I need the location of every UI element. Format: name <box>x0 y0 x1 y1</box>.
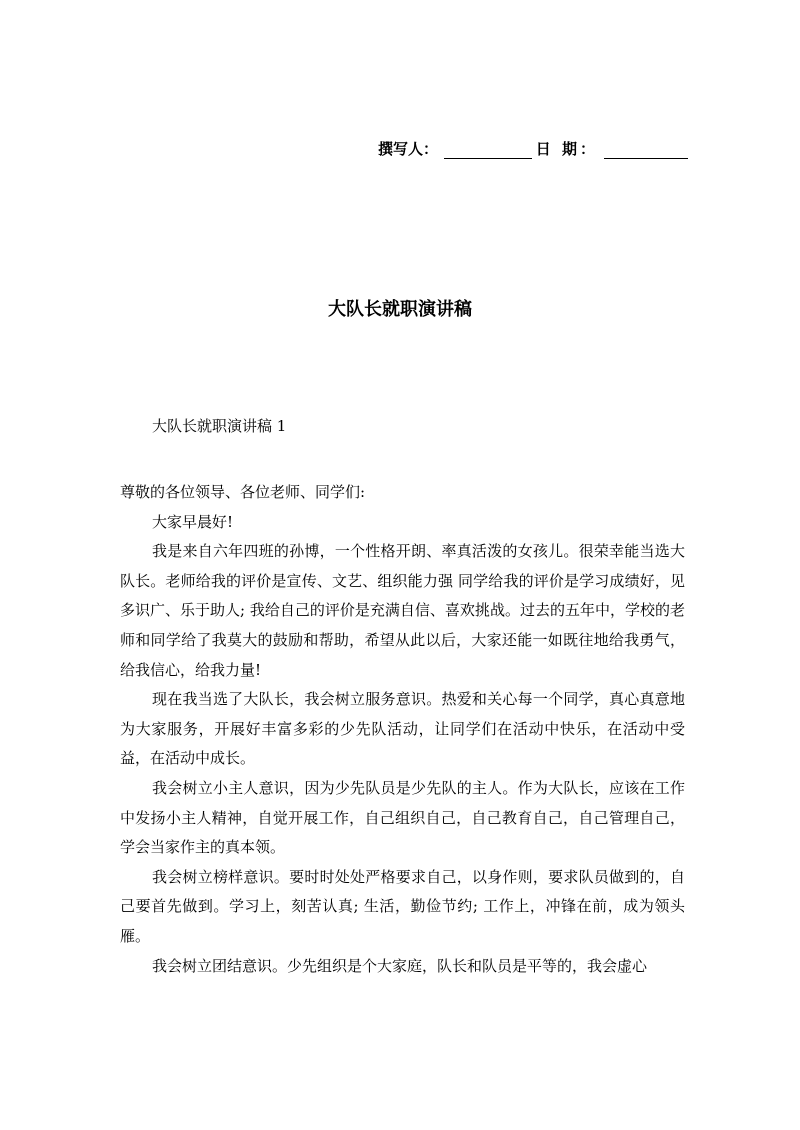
opening-line: 大家早晨好! <box>152 512 234 531</box>
paragraph: 我会树立团结意识。少先组织是个大家庭，队长和队员是平等的，我会虚心 <box>152 956 648 975</box>
section-title: 大队长就职演讲稿 1 <box>152 417 287 435</box>
date-label: 日 期： <box>535 140 599 158</box>
author-date-line <box>378 138 688 159</box>
paragraph: 现在我当选了大队长，我会树立服务意识。热爱和关心每一个同学，真心真意地为大家服务，开展好丰富多彩的少先队活动，让同学们在活动中快乐，在活动中受益，在活动中成长。 <box>120 690 685 768</box>
author-label: 撰写人： <box>378 140 439 158</box>
author-blank <box>444 142 532 159</box>
paragraph: 我会树立榜样意识。要时时处处严格要求自己，以身作则，要求队员做到的，自己要首先做到。学习上，刻苦认真; 生活，勤俭节约; 工作上，冲锋在前，成为领头雁。 <box>120 867 685 945</box>
greeting: 尊敬的各位领导、各位老师、同学们: <box>120 483 366 501</box>
date-blank <box>604 142 688 159</box>
document-title: 大队长就职演讲稿 <box>328 299 472 320</box>
paragraph: 我是来自六年四班的孙博，一个性格开朗、率真活泼的女孩儿。很荣幸能当选大队长。老师给我的评价是宣传、文艺、组织能力强 同学给我的评价是学习成绩好，见多识广、乐于助人; 我给自己的评价是充满自信、喜欢挑战。过去的五年中，学校的老师和同学给了我莫大的鼓励和帮助，希望从此以后，大家还能一如既往地给我勇气，给我信心，给我力量! <box>120 542 685 679</box>
paragraph: 我会树立小主人意识，因为少先队员是少先队的主人。作为大队长，应该在工作中发扬小主人精神，自觉开展工作，自己组织自己，自己教育自己，自己管理自己，学会当家作主的真本领。 <box>120 778 685 857</box>
speech-body <box>120 478 685 981</box>
